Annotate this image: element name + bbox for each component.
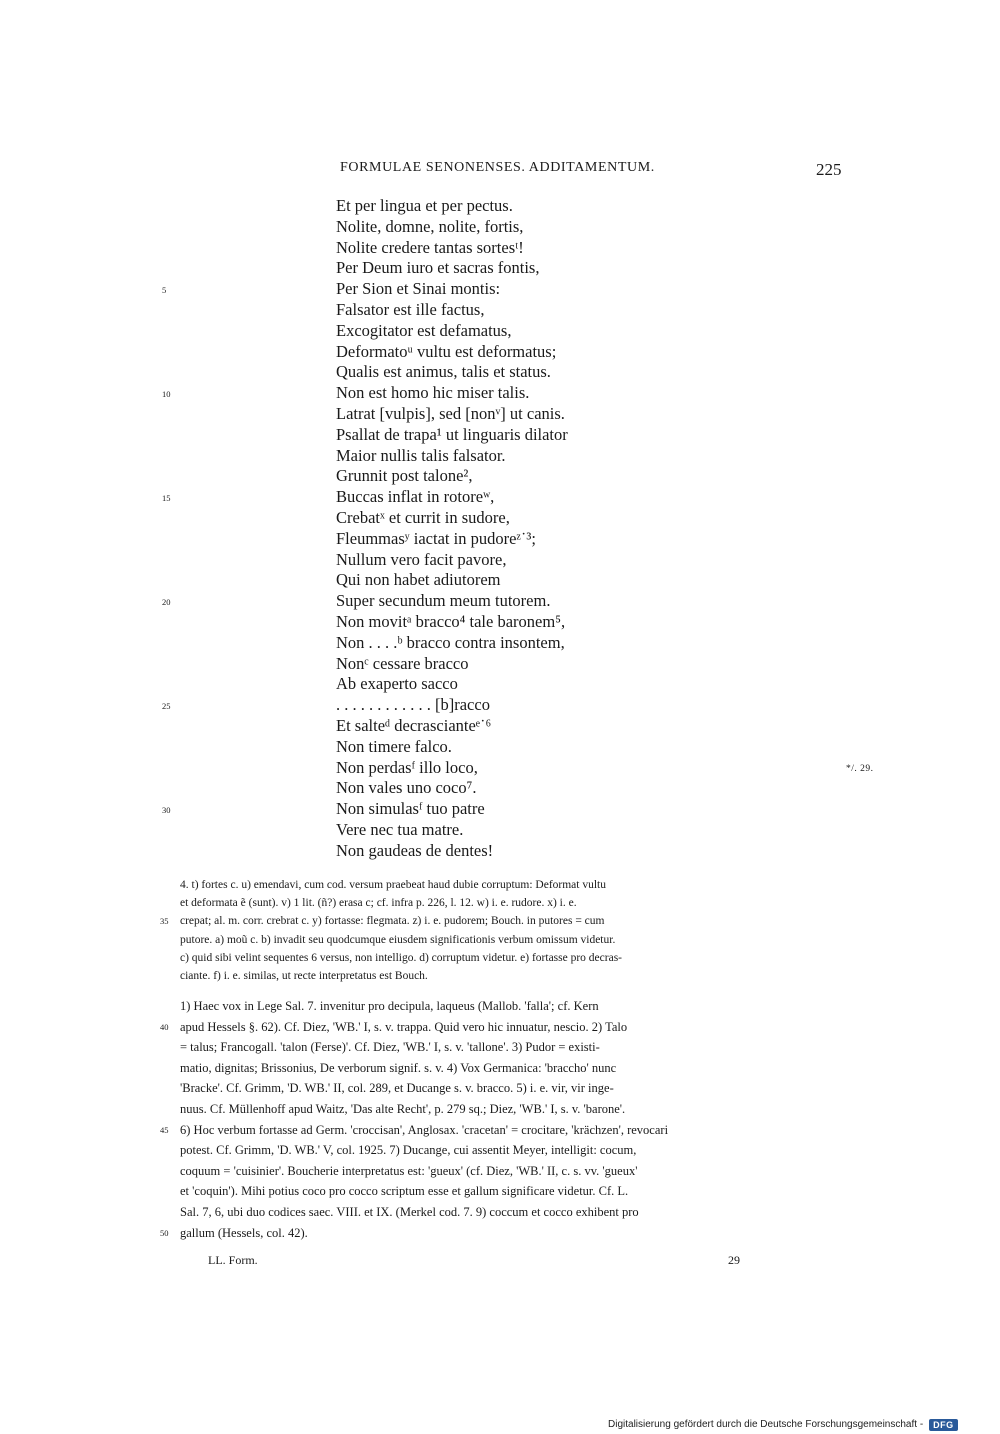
- running-title: FORMULAE SENONENSES. ADDITAMENTUM.: [340, 160, 655, 175]
- line-text: Non simulasᶠ tuo patre: [336, 799, 485, 819]
- critical-note-line: [160, 912, 838, 930]
- verse-line: [162, 799, 856, 820]
- line-text: Falsator est ille factus,: [336, 299, 485, 319]
- commentary-note-line: [160, 1017, 838, 1038]
- line-text: Nullum vero facit pavore,: [336, 549, 507, 569]
- verse-line: [336, 362, 856, 383]
- signature-mark: LL. Form.: [208, 1253, 258, 1267]
- line-number: 25: [162, 701, 171, 712]
- critical-note-line: [180, 876, 838, 894]
- line-text: Nolite credere tantas sortesᵗ!: [336, 237, 524, 257]
- commentary-note-line: [180, 1202, 838, 1223]
- line-text: coquum = 'cuisinier'. Boucherie interpretatus est: 'gueux' (cf. Diez, 'WB.' II, c. s. vv. 'gueux': [180, 1163, 638, 1178]
- digitization-footer: [608, 1417, 958, 1432]
- line-text: Nolite, domne, nolite, fortis,: [336, 216, 524, 236]
- line-text: Excogitator est defamatus,: [336, 320, 512, 340]
- line-text: Non vales uno coco⁷.: [336, 778, 477, 798]
- verse-line: [336, 633, 856, 654]
- commentary-note-line: [180, 1099, 838, 1120]
- commentary-note-line: [180, 1140, 838, 1161]
- critical-note-line: [180, 949, 838, 967]
- critical-note-line: [180, 931, 838, 949]
- line-text: Vere nec tua matre.: [336, 819, 464, 839]
- line-text: Sal. 7, 6, ubi duo codices saec. VIII. et IX. (Merkel cod. 7. 9) coccum et cocco exhibent pro: [180, 1204, 639, 1219]
- line-text: Et per lingua et per pectus.: [336, 196, 513, 215]
- verse-line: [336, 321, 856, 342]
- commentary-note-line: [160, 1223, 838, 1244]
- line-text: Latrat [vulpis], sed [nonᵛ] ut canis.: [336, 403, 565, 423]
- line-text: nuus. Cf. Müllenhoff apud Waitz, 'Das alte Recht', p. 279 sq.; Diez, 'WB.' I, s. v. 'barone'.: [180, 1101, 626, 1116]
- line-text: Nonᶜ cessare bracco: [336, 653, 469, 673]
- line-text: Non timere falco.: [336, 736, 452, 756]
- line-number: 10: [162, 389, 171, 400]
- line-text: Psallat de trapa¹ ut linguaris dilator: [336, 424, 568, 444]
- line-text: Crebatˣ et currit in sudore,: [336, 507, 510, 527]
- line-text: putore. a) moũ c. b) invadit seu quodcumque eiusdem significationis verbum omissum videtur.: [180, 933, 616, 946]
- margin-reference: */. 29.: [846, 764, 874, 774]
- verse-line: [336, 612, 856, 633]
- verse-line: [336, 550, 856, 571]
- commentary-note-line: [180, 1161, 838, 1182]
- verse-line: [336, 425, 856, 446]
- verse-line: [162, 487, 856, 508]
- critical-apparatus: [160, 876, 838, 985]
- line-text: Non perdasᶠ illo loco,: [336, 757, 478, 777]
- verse-line: [336, 300, 856, 321]
- line-text: Qui non habet adiutorem: [336, 570, 501, 590]
- line-text: Et salteᵈ decrascianteᵉ˙⁶: [336, 715, 492, 735]
- line-text: Buccas inflat in rotoreʷ,: [336, 487, 495, 507]
- verse-line: [336, 258, 856, 279]
- line-text: Per Deum iuro et sacras fontis,: [336, 258, 540, 278]
- verse-line: [336, 217, 856, 238]
- verse-line: [336, 758, 856, 779]
- line-text: Ab exaperto sacco: [336, 674, 458, 694]
- verse-line: [336, 778, 856, 799]
- line-text: Grunnit post talone²,: [336, 466, 473, 486]
- verse-line: [336, 508, 856, 529]
- line-text: = talus; Francogall. 'talon (Ferse)'. Cf. Diez, 'WB.' I, s. v. 'tallone'. 3) Pudor = existi-: [180, 1040, 600, 1055]
- line-text: et 'coquin'). Mihi potius coco pro cocco scriptum esse et gallum significare videtur. Cf. L.: [180, 1184, 629, 1199]
- verse-block: [162, 196, 856, 862]
- verse-line: [336, 841, 856, 862]
- verse-line: [336, 529, 856, 550]
- line-number: 30: [162, 805, 171, 816]
- verse-line: [336, 446, 856, 467]
- line-text: c) quid sibi velint sequentes 6 versus, non intelligo. d) corruptum videtur. e) fortasse pro decras-: [180, 951, 623, 964]
- line-text: Maior nullis talis falsator.: [336, 445, 506, 465]
- line-number: 20: [162, 597, 171, 608]
- line-text: Qualis est animus, talis et status.: [336, 362, 551, 382]
- line-number: 5: [162, 285, 167, 296]
- verse-line: [336, 674, 856, 695]
- line-text: et deformata ẽ (sunt). v) 1 lit. (ñ?) erasa c; cf. infra p. 226, l. 12. w) i. e. rudore. x) i. e.: [180, 897, 577, 910]
- critical-note-line: [180, 967, 838, 985]
- line-text: Per Sion et Sinai montis:: [336, 279, 501, 299]
- line-number: 15: [162, 493, 171, 504]
- verse-line: [336, 654, 856, 675]
- dfg-logo-icon: DFG: [929, 1419, 958, 1431]
- commentary-note-line: [180, 1058, 838, 1079]
- verse-line: [162, 695, 856, 716]
- line-text: Non movitᵃ bracco⁴ tale baronem⁵,: [336, 611, 566, 631]
- verse-line: [336, 466, 856, 487]
- critical-note-line: [180, 894, 838, 912]
- line-text: 'Bracke'. Cf. Grimm, 'D. WB.' II, col. 289, et Ducange s. v. bracco. 5) i. e. vir, vir inge-: [180, 1081, 614, 1096]
- line-number: 40: [160, 1021, 169, 1032]
- line-text: potest. Cf. Grimm, 'D. WB.' V, col. 1925. 7) Ducange, cui assentit Meyer, intelligit: cocum,: [180, 1143, 637, 1158]
- commentary-note-line: [180, 1078, 838, 1099]
- line-number: 45: [160, 1124, 169, 1135]
- verse-line: [336, 342, 856, 363]
- commentary-note-line: [180, 1181, 838, 1202]
- verse-line: [336, 820, 856, 841]
- line-text: Deformatoᵘ vultu est deformatus;: [336, 341, 557, 361]
- verse-line: [336, 238, 856, 259]
- verse-line: [336, 716, 856, 737]
- line-text: Non . . . .ᵇ bracco contra insontem,: [336, 632, 565, 652]
- commentary-note-line: [180, 996, 838, 1017]
- line-text: gallum (Hessels, col. 42).: [180, 1225, 308, 1240]
- line-text: . . . . . . . . . . . . [b]racco: [336, 695, 490, 715]
- verse-line: [336, 737, 856, 758]
- signature-number: 29: [728, 1253, 740, 1267]
- line-text: Non gaudeas de dentes!: [336, 840, 494, 860]
- commentary-note-line: [180, 1037, 838, 1058]
- line-text: 4. t) fortes c. u) emendavi, cum cod. versum praebeat haud dubie corruptum: Deformat vultu: [180, 879, 606, 891]
- verse-line: [162, 383, 856, 404]
- line-number: 35: [160, 916, 169, 927]
- verse-line: [336, 570, 856, 591]
- line-text: apud Hessels §. 62). Cf. Diez, 'WB.' I, s. v. trappa. Quid vero hic innuatur, nescio. 2) Talo: [180, 1019, 628, 1034]
- line-text: Non est homo hic miser talis.: [336, 383, 530, 403]
- line-text: Super secundum meum tutorem.: [336, 591, 551, 611]
- line-text: ciante. f) i. e. similas, ut recte interpretatus est Bouch.: [180, 970, 428, 983]
- commentary-note-line: [160, 1120, 838, 1141]
- verse-line: [162, 279, 856, 300]
- verse-line: [336, 196, 856, 217]
- line-number: 50: [160, 1227, 169, 1238]
- page-number: 225: [816, 160, 842, 179]
- verse-line: [336, 404, 856, 425]
- line-text: 6) Hoc verbum fortasse ad Germ. 'croccisan', Anglosax. 'cracetan' = crocitare, 'krächzen', revocari: [180, 1122, 669, 1137]
- line-text: crepat; al. m. corr. crebrat c. y) fortasse: flegmata. z) i. e. pudorem; Bouch. in putores = cum: [180, 915, 605, 928]
- line-text: matio, dignitas; Brissonius, De verborum signif. s. v. 4) Vox Germanica: 'braccho' nunc: [180, 1060, 617, 1075]
- footer-text: Digitalisierung gefördert durch die Deutsche Forschungsgemeinschaft -: [608, 1419, 924, 1430]
- verse-line: [162, 591, 856, 612]
- commentary-notes: [160, 996, 838, 1243]
- line-text: Fleummasʸ iactat in pudoreᶻ˙³;: [336, 528, 536, 548]
- line-text: 1) Haec vox in Lege Sal. 7. invenitur pro decipula, laqueus (Mallob. 'falla'; cf. Kern: [180, 999, 599, 1013]
